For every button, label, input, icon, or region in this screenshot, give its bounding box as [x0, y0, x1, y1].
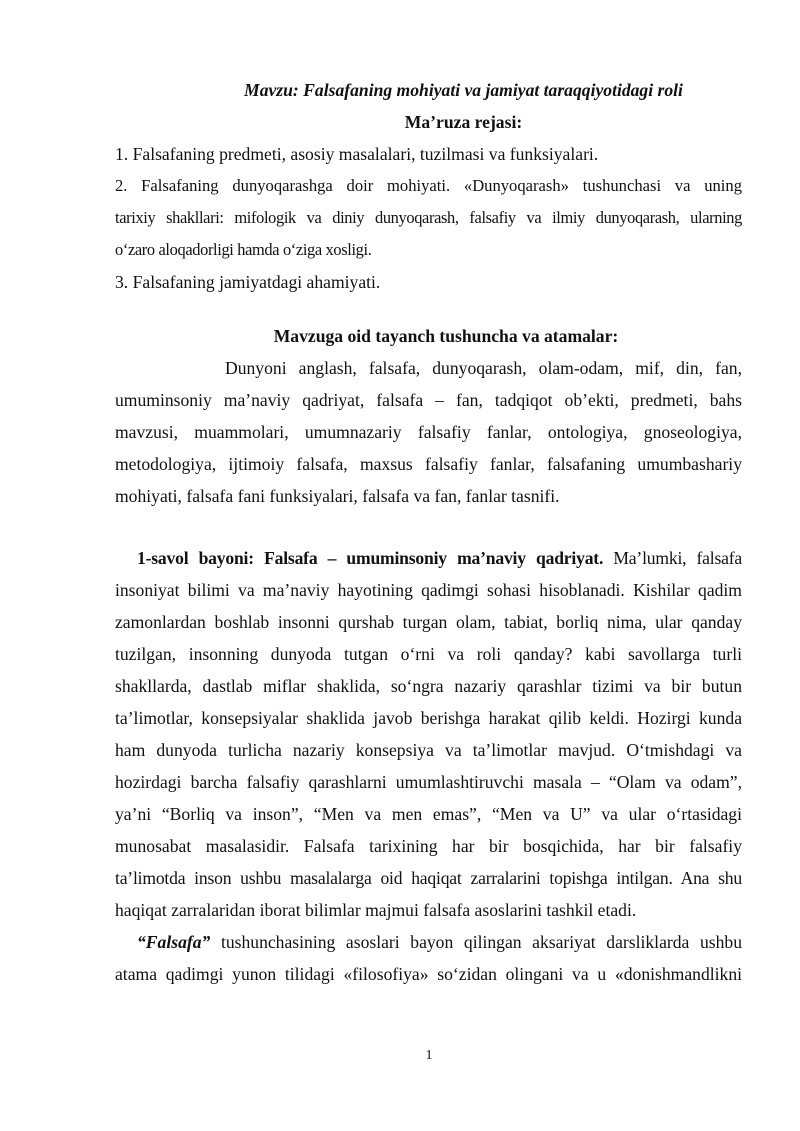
falsafa-line-2: atama qadimgi yunon tilidagi «filosofiya» so‘zidan olingani va u «donishmandlikni: [115, 964, 742, 984]
question-1-line-6: ta’limotlar, konsepsiyalar shaklida javob berishga harakat qilib keldi. Hozirgi kunda: [115, 708, 742, 728]
plan-item-1: 1. Falsafaning predmeti, asosiy masalalari, tuzilmasi va funksiyalari.: [115, 144, 599, 164]
plan-list: [115, 138, 742, 298]
question-1-line-4: tuzilgan, insonning dunyoda tutgan o‘rni va roli qanday? kabi savollarga turli: [115, 644, 742, 664]
page-content: [115, 74, 742, 990]
falsafa-paragraph: [115, 926, 742, 990]
concepts-line-3: mavzusi, muammolari, umumnazariy falsafiy fanlar, ontologiya, gnoseologiya,: [115, 422, 742, 442]
plan-item-2-line-3: o‘zaro aloqadorligi hamda o‘ziga xosligi.: [115, 240, 372, 259]
concepts-line-4: metodologiya, ijtimoiy falsafa, maxsus falsafiy fanlar, falsafaning umumbashariy: [115, 454, 742, 474]
question-1-line-2: insoniyat bilimi va ma’naviy hayotining qadimgi sohasi hisoblanadi. Kishilar qadim: [115, 580, 742, 600]
question-1-line-8: hozirdagi barcha falsafiy qarashlarni umumlashtiruvchi masala – “Olam va odam”,: [115, 772, 742, 792]
question-1-line-7: ham dunyoda turlicha nazariy konsepsiya va ta’limotlar mavjud. O‘tmishdagi va: [115, 740, 742, 760]
concepts-line-2: umuminsoniy ma’naviy qadriyat, falsafa – fan, tadqiqot ob’ekti, predmeti, bahs: [115, 390, 742, 410]
document-title: Mavzu: Falsafaning mohiyati va jamiyat taraqqiyotidagi roli: [244, 80, 683, 100]
falsafa-term: “Falsafa”: [137, 932, 211, 952]
plan-item-2-line-2: tarixiy shakllari: mifologik va diniy dunyoqarash, falsafiy va ilmiy dunyoqarash, ularning: [115, 208, 742, 227]
plan-item-2-line-1: 2. Falsafaning dunyoqarashga doir mohiyati. «Dunyoqarash» tushunchasi va uning: [115, 176, 742, 195]
concepts-line-5: mohiyati, falsafa fani funksiyalari, falsafa va fan, fanlar tasnifi.: [115, 486, 560, 506]
plan-item-3: 3. Falsafaning jamiyatdagi ahamiyati.: [115, 272, 381, 292]
falsafa-text-start: tushunchasining asoslari bayon qilingan aksariyat darsliklarda ushbu: [220, 932, 742, 952]
spacer: [115, 298, 742, 320]
question-1-line-10: munosabat masalasidir. Falsafa tarixining har bir bosqichida, har bir falsafiy: [115, 836, 742, 856]
spacer: [115, 512, 742, 542]
concepts-paragraph: [115, 352, 742, 512]
question-1-line-12: haqiqat zarralaridan iborat bilimlar majmui falsafa asoslarini tashkil etadi.: [115, 900, 637, 920]
plan-heading: Ma’ruza rejasi:: [404, 112, 523, 132]
page-number: 1: [425, 1048, 433, 1063]
question-1-line-5: shakllarda, dastlab miflar shaklida, so‘ngra nazariy qarashlar tizimi va bir butun: [115, 676, 742, 696]
question-1-line-11: ta’limotda inson ushbu masalalarga oid haqiqat zarralarini topishga intilgan. Ana shu: [115, 868, 742, 888]
question-1-label: 1-savol bayoni:: [137, 548, 254, 568]
question-1-section: [115, 542, 742, 926]
question-1-heading: Falsafa – umuminsoniy ma’naviy qadriyat.: [264, 548, 604, 568]
concepts-heading: Mavzuga oid tayanch tushuncha va atamalar:: [273, 326, 619, 346]
question-1-text-start: Ma’lumki, falsafa: [613, 548, 742, 568]
question-1-line-9: ya’ni “Borliq va inson”, “Men va men emas”, “Men va U” va ular o‘rtasidagi: [115, 804, 742, 824]
concepts-line-1: Dunyoni anglash, falsafa, dunyoqarash, olam-odam, mif, din, fan,: [225, 358, 742, 378]
falsafa-line-1: [115, 926, 742, 958]
question-1-line-1: [115, 542, 742, 574]
question-1-line-3: zamonlardan boshlab insonni qurshab turgan olam, tabiat, borliq nima, ular qanday: [115, 612, 742, 632]
